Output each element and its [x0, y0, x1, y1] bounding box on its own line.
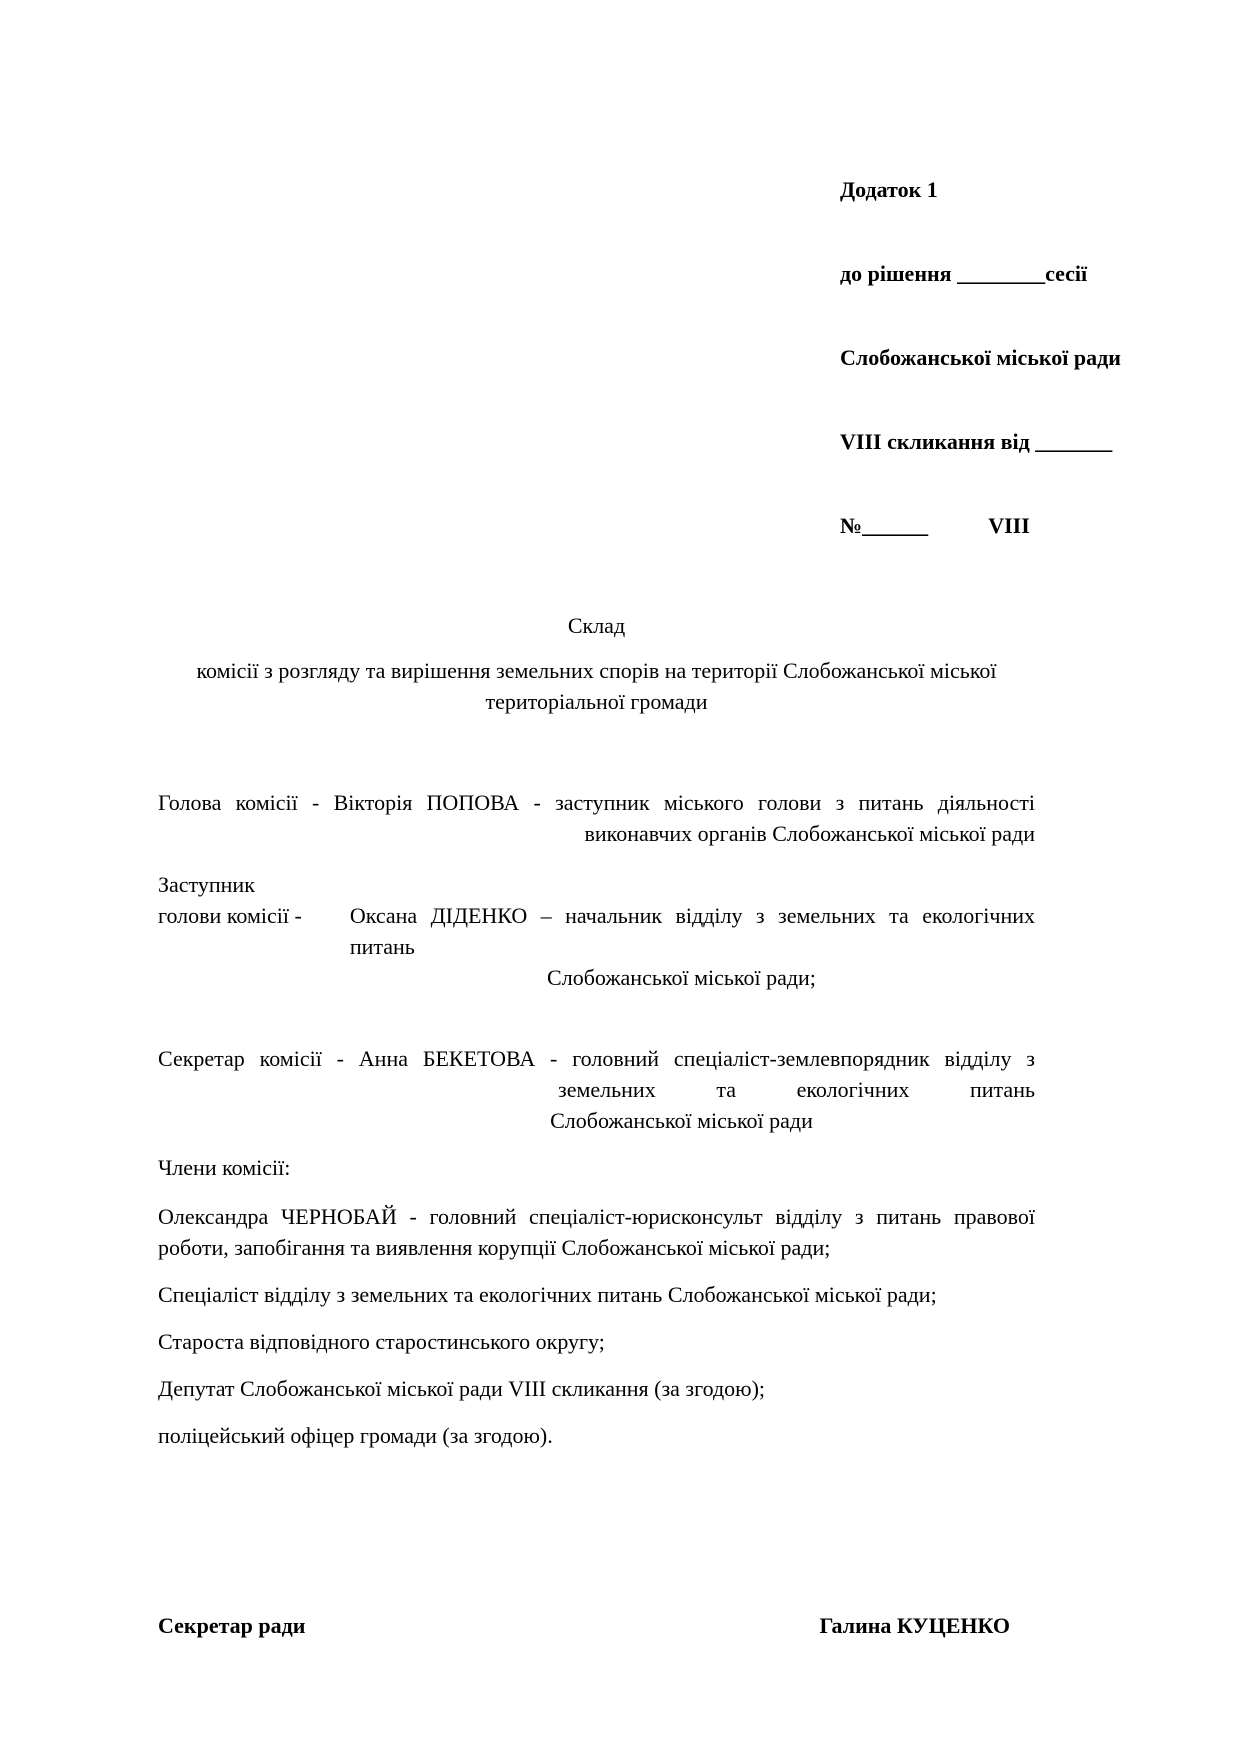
deputy-role-line2: голови комісії -	[158, 903, 302, 928]
secretary-line2: земельних та екологічних питань	[558, 1077, 1035, 1102]
header-line-convocation: VIII скликання від _______	[840, 429, 1113, 454]
signature-row	[158, 1610, 1035, 1641]
signature-position: Секретар ради	[158, 1613, 306, 1638]
secretary-line3: Слобожанської міської ради	[550, 1108, 813, 1133]
header-line-number: №______ VIII	[840, 513, 1030, 538]
secretary-paragraph	[158, 1043, 1035, 1136]
signature-name: Галина КУЦЕНКО	[819, 1613, 1010, 1638]
members-label: Члени комісії:	[158, 1155, 291, 1180]
header-line-decision: до рішення ________сесії	[840, 261, 1088, 286]
document-title: Склад	[567, 613, 626, 638]
member-item-deputy: Депутат Слобожанської міської ради VIII скликання (за згодою);	[158, 1376, 766, 1401]
deputy-line2	[158, 900, 1035, 962]
deputy-name-description: Оксана ДІДЕНКО – начальник відділу з земельних та екологічних питань	[349, 903, 1035, 959]
header-line-appendix: Додаток 1	[840, 177, 938, 202]
appendix-header	[840, 120, 1121, 596]
deputy-paragraph	[158, 869, 1035, 993]
deputy-line3: Слобожанської міської ради;	[547, 965, 816, 990]
document-subtitle: комісії з розгляду та вирішення земельних спорів на території Слобожанської міської територіальної громади	[196, 658, 997, 714]
chair-paragraph: Голова комісії - Вікторія ПОПОВА - заступник міського голови з питань діяльності виконавчих органів Слобожанської міської ради	[158, 790, 1035, 846]
member-item-starosta: Староста відповідного старостинського округу;	[158, 1329, 605, 1354]
secretary-line1: Секретар комісії - Анна БЕКЕТОВА - головний спеціаліст-землевпорядник відділу з	[158, 1046, 1035, 1071]
header-line-council: Слобожанської міської ради	[840, 345, 1121, 370]
member-item-chernobai: Олександра ЧЕРНОБАЙ - головний спеціаліст-юрисконсульт відділу з питань правової роботи, запобігання та виявлення корупції Слобожанської міської ради;	[158, 1204, 1035, 1260]
deputy-role-line1: Заступник	[158, 872, 255, 897]
member-item-specialist: Спеціаліст відділу з земельних та екологічних питань Слобожанської міської ради;	[158, 1282, 937, 1307]
member-item-police-officer: поліцейський офіцер громади (за згодою).	[158, 1423, 553, 1448]
